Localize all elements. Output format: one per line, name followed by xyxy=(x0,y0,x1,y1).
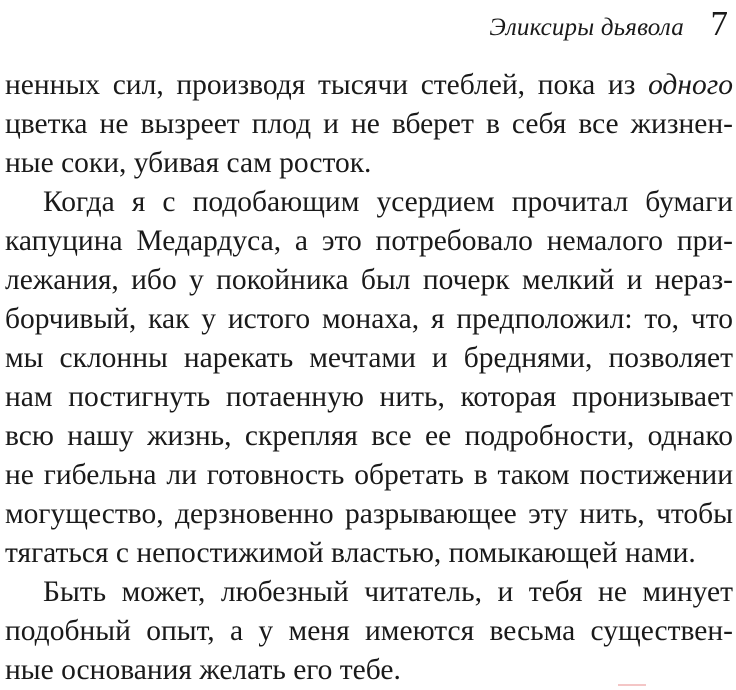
text-line: всю нашу жизнь, скрепляя все ее подробности, однако xyxy=(5,420,733,452)
text-line: тягаться с непостижимой властью, помыкающей нами. xyxy=(5,537,696,569)
body-text xyxy=(5,66,733,690)
text-line: лежания, ибо у покойника был почерк мелкий и нераз- xyxy=(5,264,733,296)
scan-mark xyxy=(618,684,646,686)
text-line: борчивый, как у истого монаха, я предположил: то, что xyxy=(5,303,733,335)
running-title: Эликсиры дьявола xyxy=(489,14,684,41)
text-line: Быть может, любезный читатель, и тебя не минует xyxy=(43,576,733,608)
page-header xyxy=(0,4,736,44)
text-line: цветка не вызреет плод и не вберет в себя все жизнен- xyxy=(5,108,733,140)
text-line: капуцина Медардуса, а это потребовало немалого при- xyxy=(5,225,733,257)
text-line: мы склонны нарекать мечтами и бреднями, позволяет xyxy=(5,342,733,374)
text-line: ные соки, убивая сам росток. xyxy=(5,147,372,179)
text-line: не гибельна ли готовность обретать в таком постижении xyxy=(5,459,733,491)
text-line: ные основания желать его тебе. xyxy=(5,654,401,686)
text-line: могущество, дерзновенно разрывающее эту нить, чтобы xyxy=(5,498,733,530)
text-line: подобный опыт, а у меня имеются весьма существен- xyxy=(5,615,733,647)
text-line xyxy=(5,66,733,105)
text-line: нам постигнуть потаенную нить, которая пронизывает xyxy=(5,381,733,413)
text-line: Когда я с подобающим усердием прочитал бумаги xyxy=(43,186,733,218)
text-line-content: ненных сил, производя тысячи стеблей, пока из xyxy=(5,69,649,101)
page-number: 7 xyxy=(710,4,728,43)
italic-word: одного xyxy=(648,69,733,101)
